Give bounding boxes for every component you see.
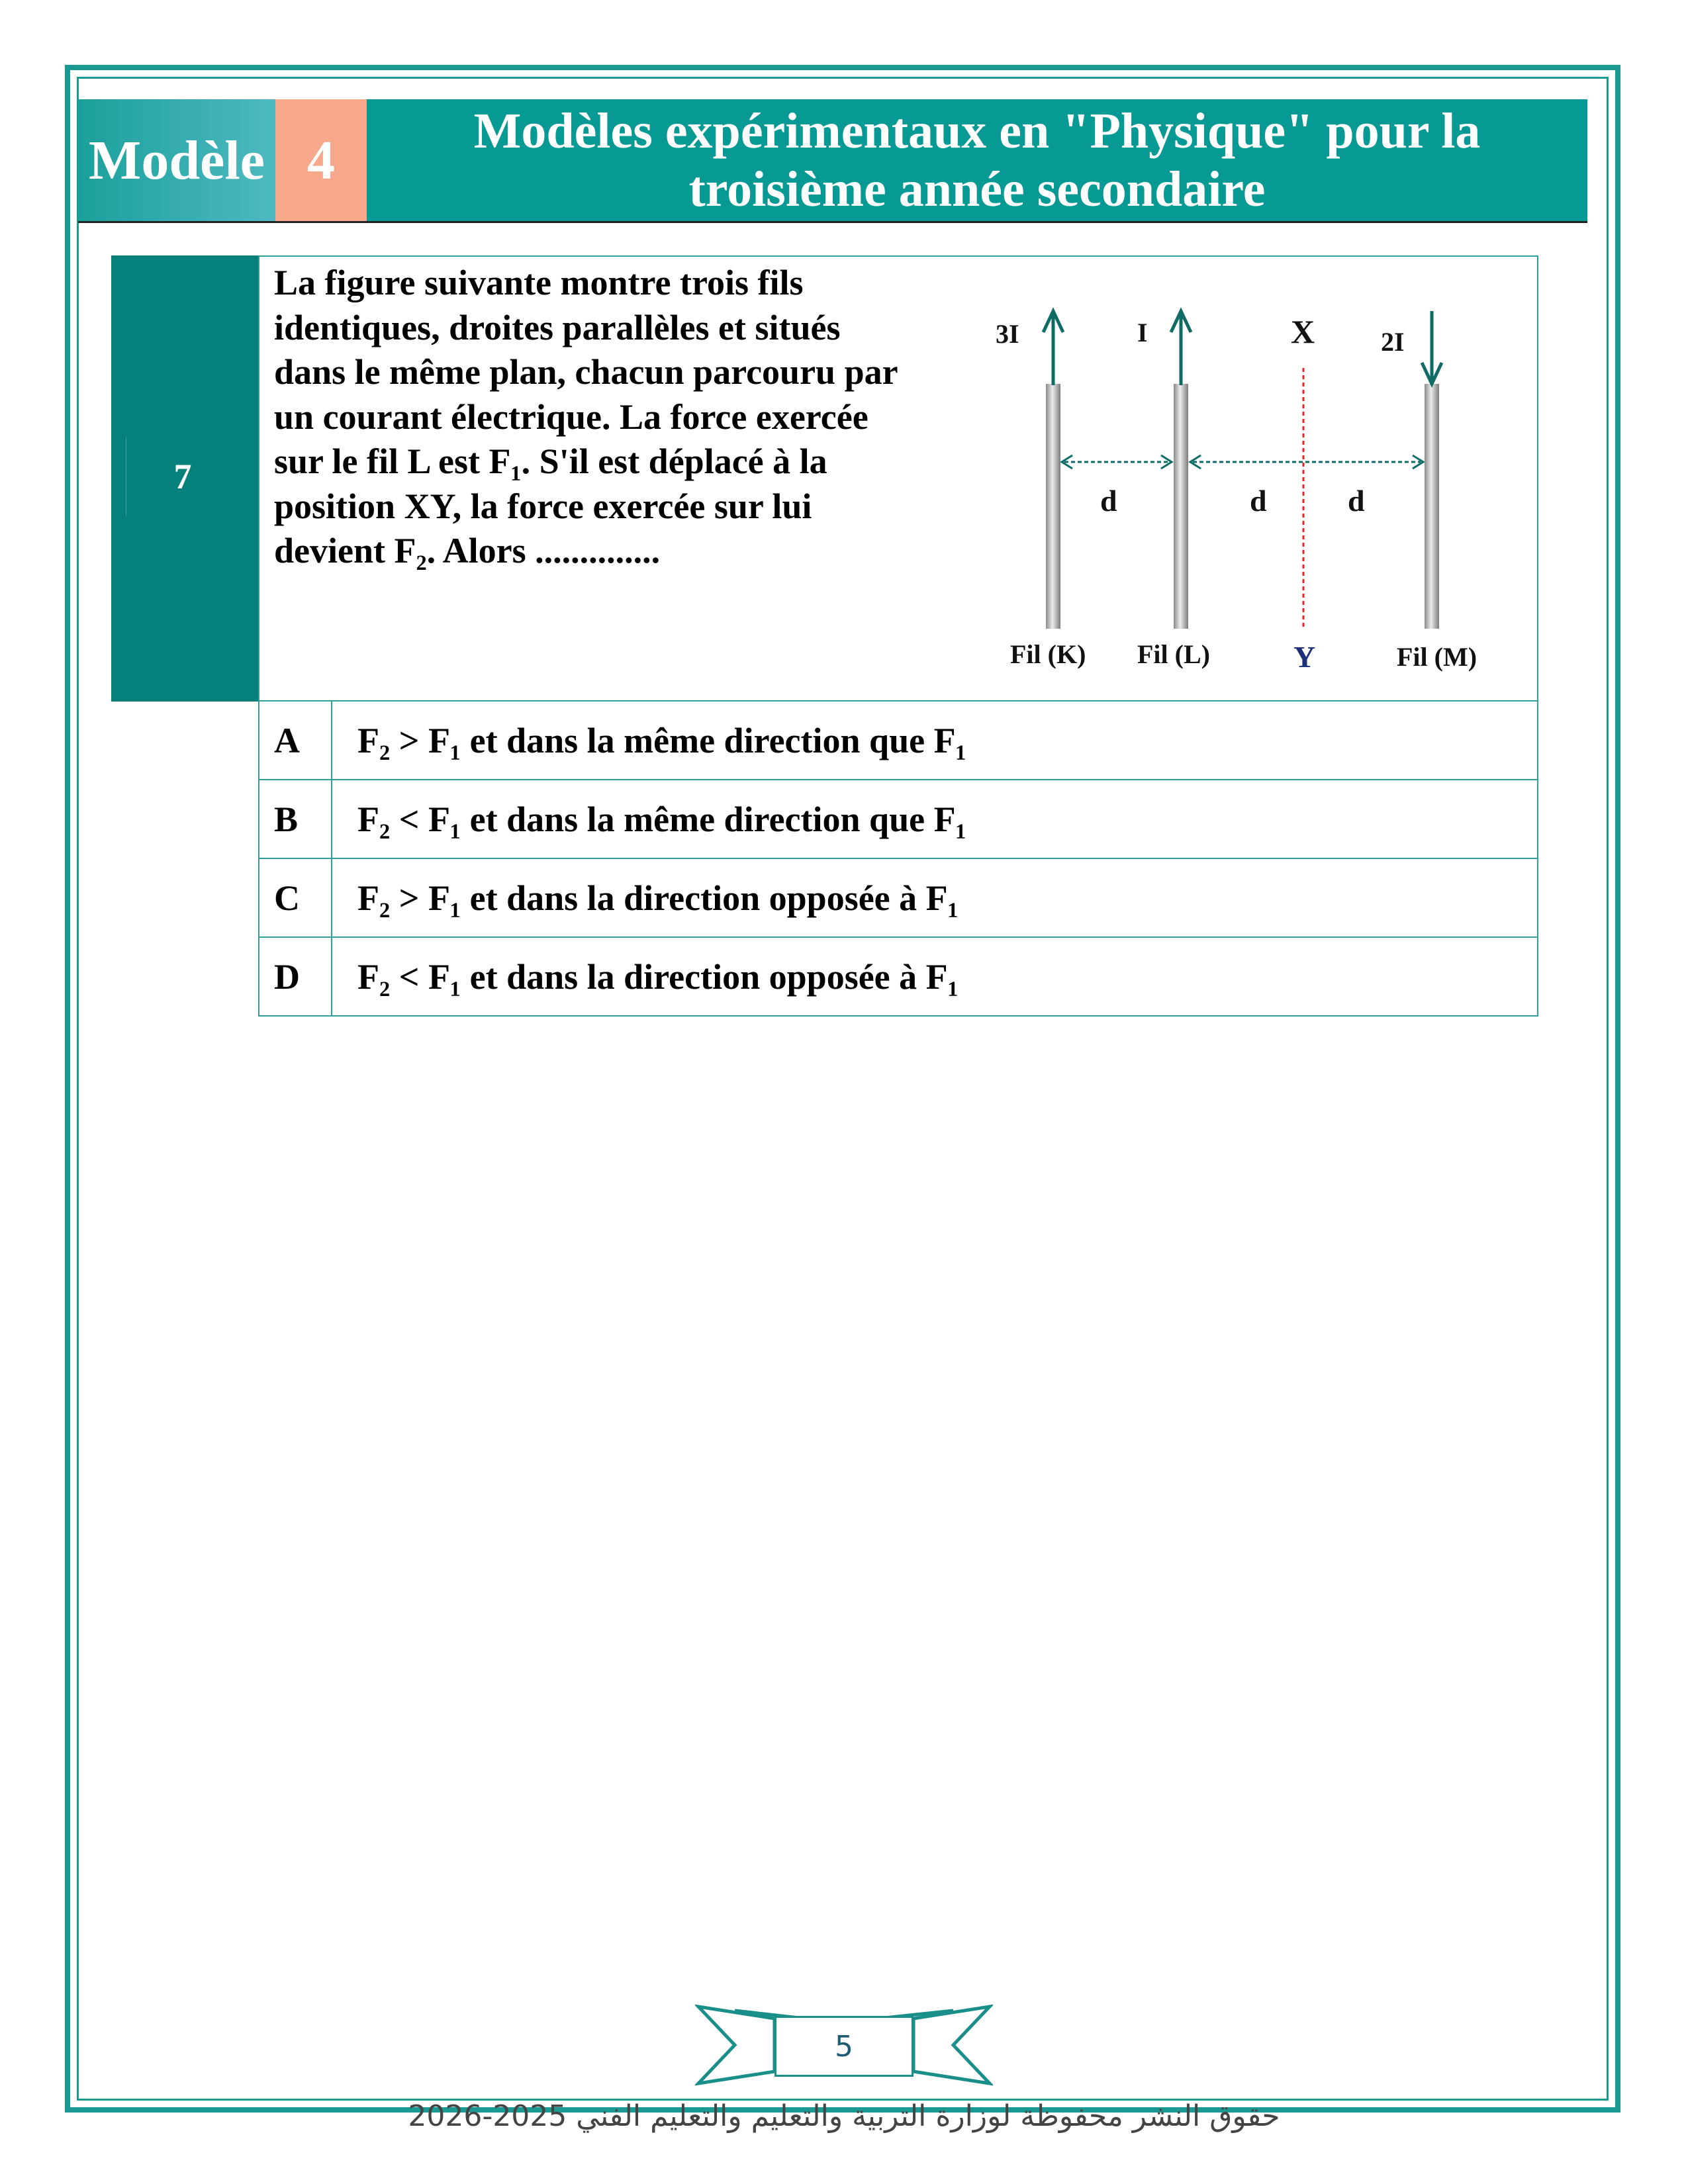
copyright-footer: حقوق النشر محفوظة لوزارة التربية والتعليم والتعليم الفني 2025-2026 — [408, 2099, 1280, 2133]
page-title — [367, 99, 1587, 221]
distance-label: d — [1348, 484, 1365, 518]
answer-option-b[interactable] — [259, 779, 1537, 858]
answer-letter: B — [259, 780, 332, 858]
answer-text: F₂ < F₁ et dans la même direction que F₁ — [357, 799, 966, 839]
question-line: devient F₂. Alors .............. — [274, 531, 661, 570]
question-line: position XY, la force exercée sur lui — [274, 486, 812, 526]
question-line: sur le fil L est F₁. S'il est déplacé à la — [274, 441, 827, 481]
question-line: dans le même plan, chacun parcouru par — [274, 352, 898, 392]
model-label: Modèle — [78, 99, 275, 221]
wire-label-k: Fil (K) — [1010, 639, 1086, 669]
question-number-panel — [111, 255, 259, 702]
page-header — [78, 99, 1587, 223]
answer-letter: D — [259, 938, 332, 1015]
answer-option-c[interactable] — [259, 858, 1537, 936]
wires-figure-overlay — [990, 258, 1537, 700]
distance-label: d — [1250, 484, 1267, 518]
answer-text: F₂ < F₁ et dans la direction opposée à F₁ — [357, 956, 959, 997]
question-text — [274, 261, 962, 574]
page-number: 5 — [774, 2016, 914, 2077]
answer-option-a[interactable] — [259, 700, 1537, 779]
answer-letter: A — [259, 702, 332, 779]
answer-option-d[interactable] — [259, 936, 1537, 1015]
question-line: identiques, droites parallèles et situés — [274, 307, 841, 347]
current-label-k: 3I — [996, 319, 1019, 349]
wire-label-m: Fil (M) — [1397, 642, 1477, 672]
question-line: La figure suivante montre trois fils — [274, 263, 804, 302]
wire-m — [1425, 384, 1439, 629]
marker-x: X — [1291, 313, 1315, 350]
wire-k — [1046, 384, 1060, 629]
wire-label-l: Fil (L) — [1137, 639, 1210, 669]
current-label-l: I — [1137, 318, 1148, 347]
title-line-1: Modèles expérimentaux en "Physique" pour la — [473, 103, 1481, 159]
answer-choices — [258, 700, 1538, 1017]
answer-letter: C — [259, 859, 332, 936]
question-box — [258, 255, 1538, 702]
answer-text: F₂ > F₁ et dans la direction opposée à F₁ — [357, 878, 959, 918]
question-line: un courant électrique. La force exercée — [274, 396, 868, 437]
answer-text: F₂ > F₁ et dans la même direction que F₁ — [357, 720, 966, 760]
distance-label: d — [1100, 484, 1117, 518]
current-label-m: 2I — [1381, 327, 1405, 357]
wire-l — [1174, 384, 1188, 629]
model-number: 4 — [275, 99, 367, 221]
marker-y: Y — [1293, 640, 1316, 674]
title-line-2: troisième année secondaire — [688, 161, 1266, 217]
question-number: 7 — [126, 437, 239, 516]
